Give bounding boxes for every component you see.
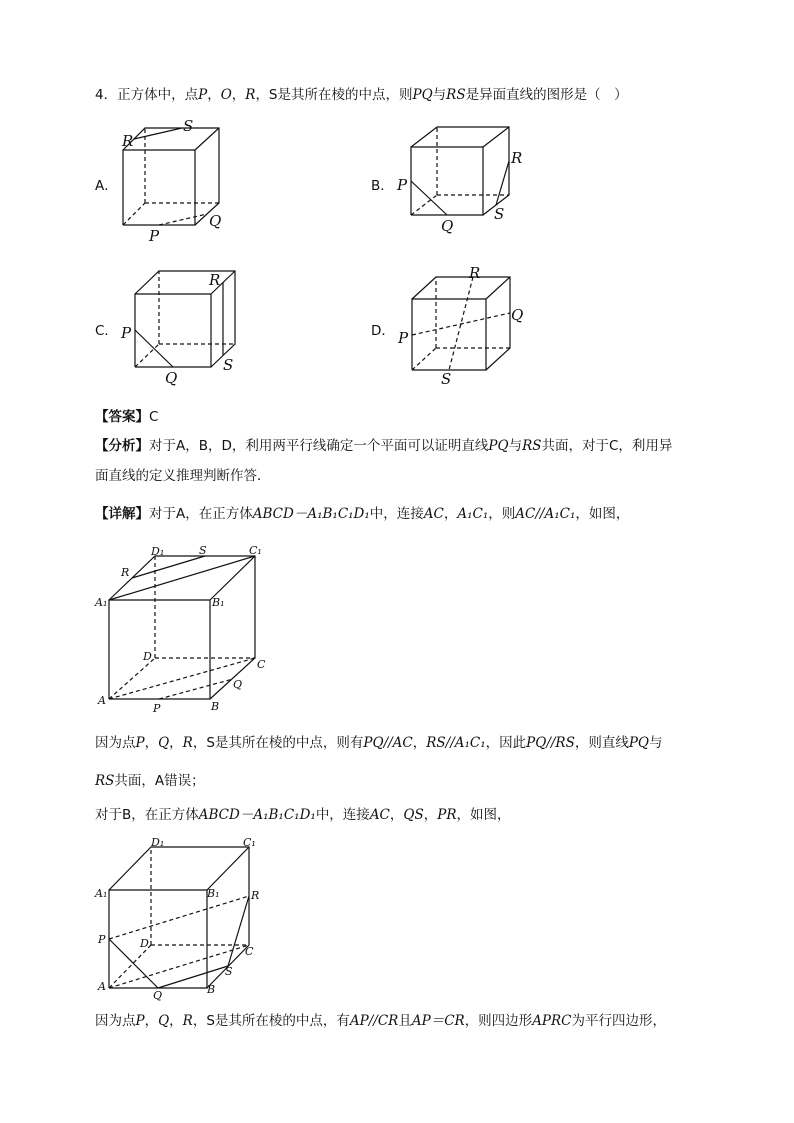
option-a-label: A． [95,178,118,194]
svg-text:S: S [199,544,207,557]
svg-text:Q: Q [165,369,178,387]
svg-text:D: D [143,650,152,663]
svg-text:R: R [121,566,130,579]
option-b-label: B． [371,178,394,194]
svg-text:R: R [251,889,260,902]
svg-text:R: R [469,264,481,282]
svg-text:C₁: C₁ [243,836,256,849]
svg-text:B: B [207,983,216,996]
svg-text:Q: Q [441,217,454,235]
svg-text:S: S [223,356,234,374]
svg-text:P: P [398,329,409,347]
detail-figure-b [95,835,275,1005]
detail-line-2: 因为点P，Q，R，S是其所在棱的中点，则有PQ//AC，RS//A₁C₁，因此PQ//RS，则直线PQ与 [95,735,663,751]
svg-text:S: S [225,965,233,978]
option-b-figure [395,115,530,240]
svg-text:D₁: D₁ [151,836,165,849]
svg-text:A₁: A₁ [95,887,108,900]
option-a-figure [115,115,245,245]
svg-text:D: D [140,937,149,950]
svg-text:A: A [98,980,106,993]
svg-text:B₁: B₁ [212,596,225,609]
svg-text:P: P [121,324,132,342]
question-stem: 4．正方体中，点P，O，R，S是其所在棱的中点，则PQ与RS是异面直线的图形是（ ） [95,87,628,103]
answer-line: 【答案】C [95,409,159,425]
svg-text:Q: Q [153,989,163,1002]
svg-text:C₁: C₁ [249,544,262,557]
analysis-line-1: 【分析】对于A，B，D，利用两平行线确定一个平面可以证明直线PQ与RS共面，对于C，利用异 [95,438,673,454]
svg-text:R: R [209,271,221,289]
option-d-figure [395,265,535,390]
svg-text:A₁: A₁ [95,596,108,609]
svg-text:S: S [441,370,452,388]
svg-text:R: R [511,149,523,167]
svg-text:Q: Q [209,212,222,230]
svg-text:P: P [397,176,408,194]
svg-text:C: C [257,658,266,671]
svg-text:B₁: B₁ [207,887,220,900]
detail-line-4: 对于B，在正方体ABCD－A₁B₁C₁D₁中，连接AC，QS，PR，如图， [95,807,511,823]
svg-text:P: P [98,933,106,946]
svg-text:S: S [494,205,505,223]
detail-line-3: RS共面，A错误； [95,773,205,789]
detail-line-5: 因为点P，Q，R，S是其所在棱的中点，有AP//CR且AP＝CR，则四边形APRC为平行四边形， [95,1013,667,1029]
svg-text:B: B [211,700,220,713]
svg-text:P: P [153,702,161,715]
svg-text:R: R [122,132,134,150]
svg-text:D₁: D₁ [151,545,165,558]
option-c-figure [115,262,250,387]
svg-text:Q: Q [233,678,243,691]
svg-text:S: S [183,117,194,135]
option-c-label: C． [95,323,118,339]
option-d-label: D． [371,323,395,339]
svg-text:C: C [245,945,254,958]
analysis-line-2: 面直线的定义推理判断作答． [95,468,271,484]
svg-text:A: A [98,694,106,707]
svg-text:P: P [149,227,160,245]
detail-line-1: 【详解】对于A，在正方体ABCD－A₁B₁C₁D₁中，连接AC，A₁C₁，则AC//A₁C₁，如图， [95,506,630,522]
detail-figure-a [95,540,275,720]
svg-text:Q: Q [511,306,524,324]
